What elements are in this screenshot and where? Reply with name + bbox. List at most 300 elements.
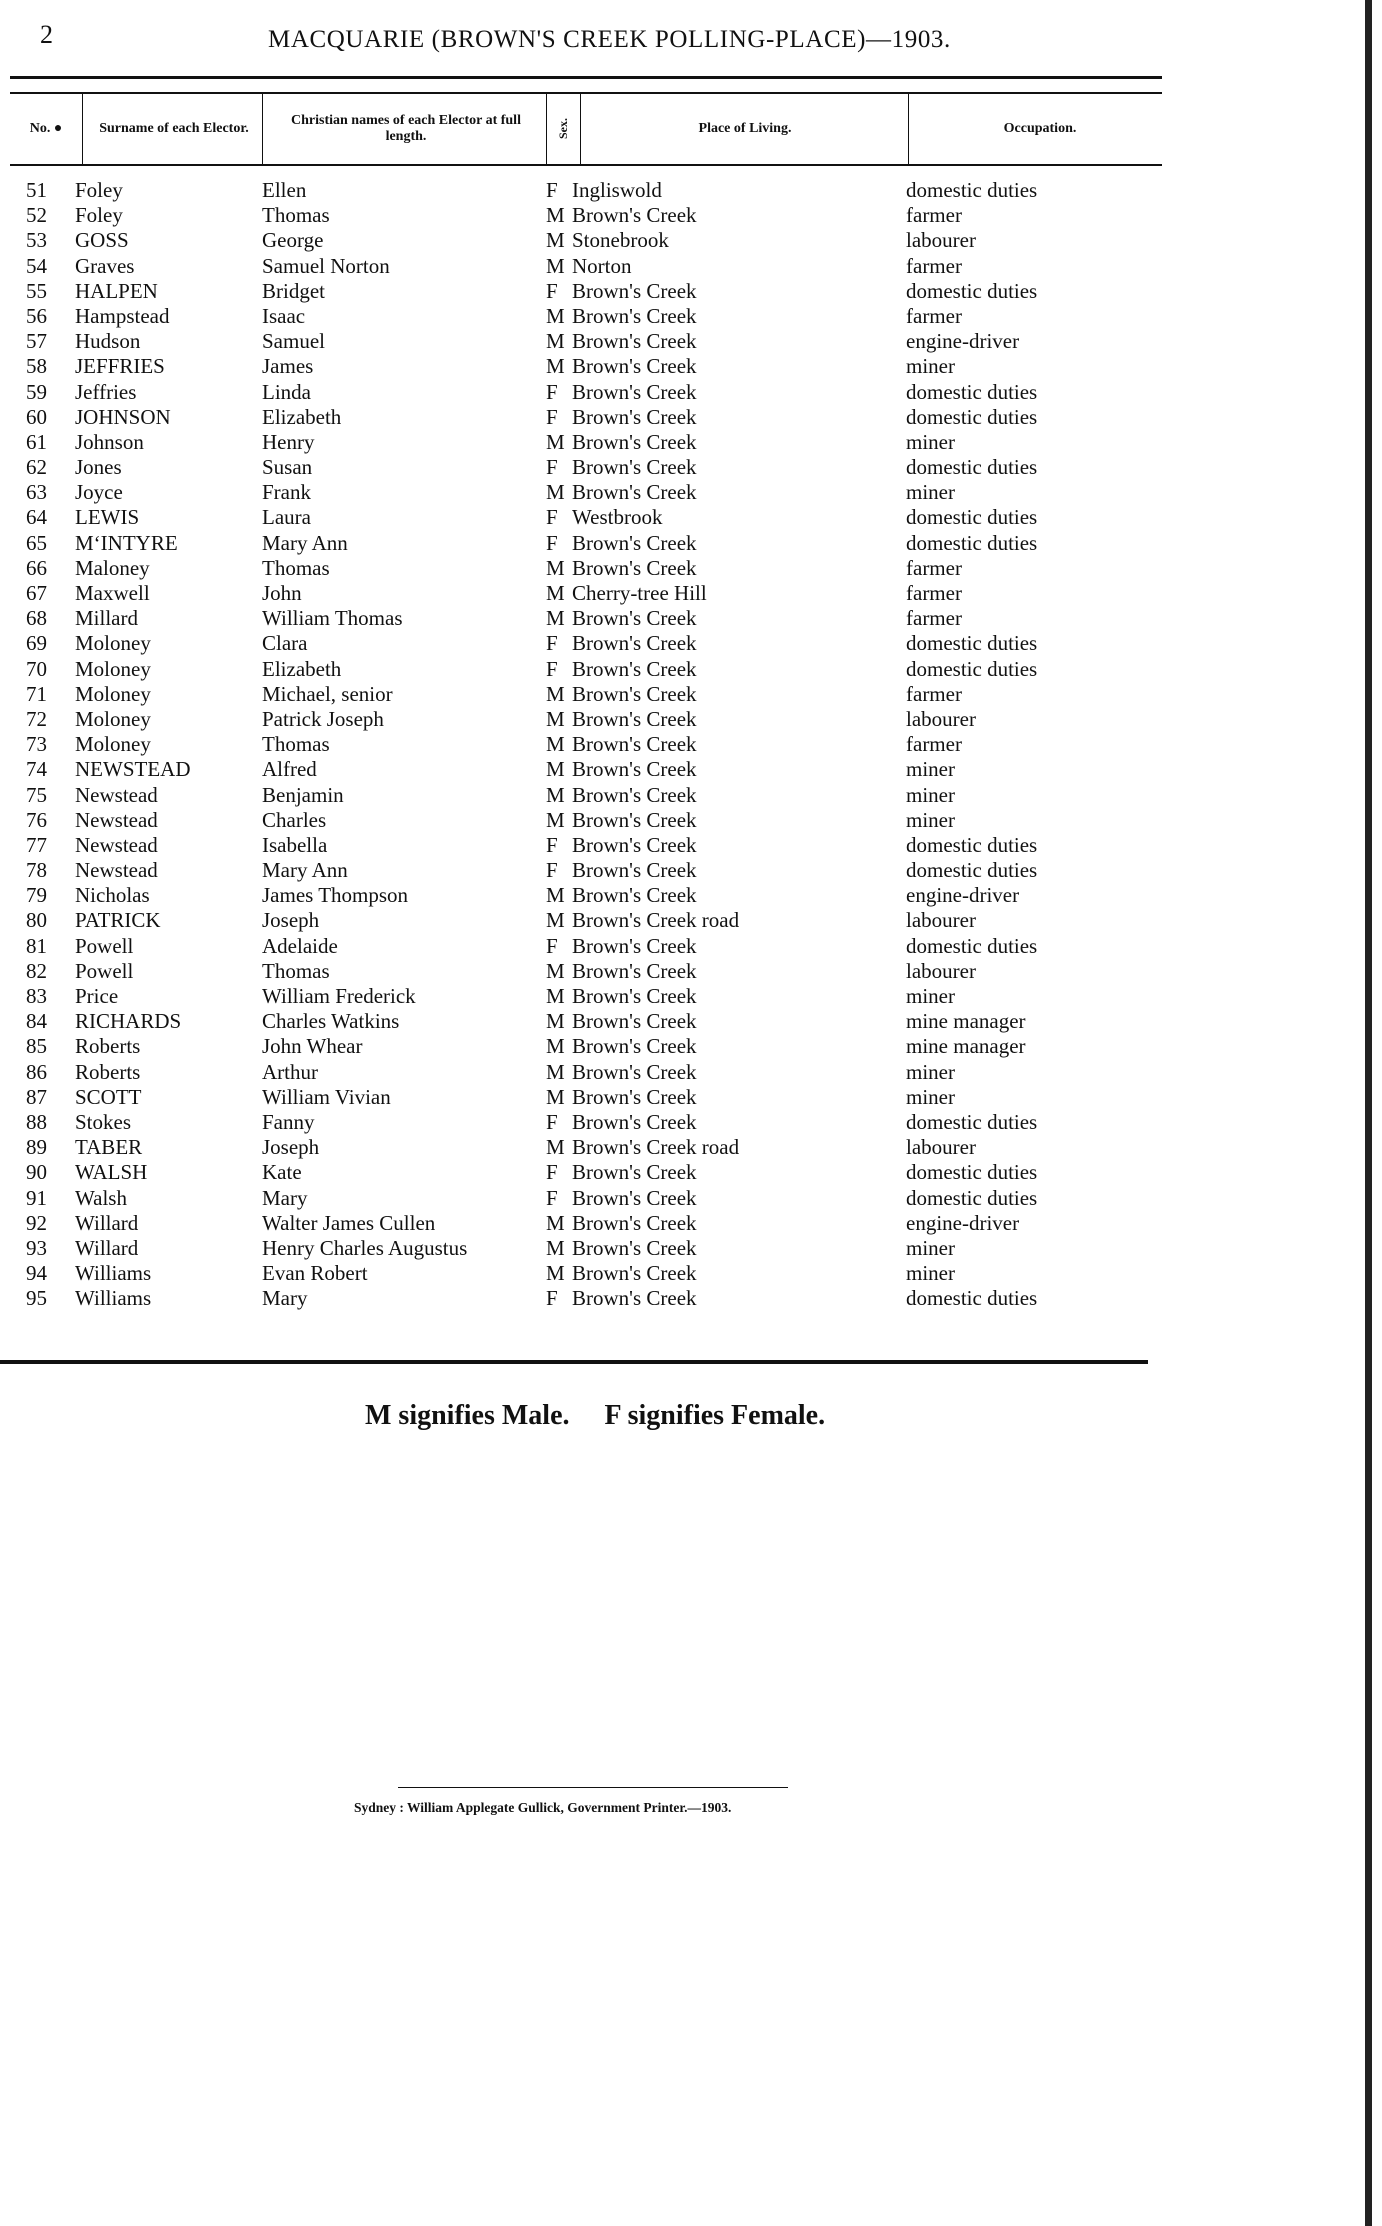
table-row	[0, 1236, 1382, 1261]
elector-occupation: farmer	[906, 581, 962, 605]
elector-surname: Newstead	[75, 832, 158, 857]
elector-sex: M	[546, 1235, 565, 1260]
elector-place-of-living: Brown's Creek	[572, 303, 697, 328]
elector-occupation: labourer	[906, 706, 976, 731]
electors-list	[0, 178, 1382, 1311]
elector-christian-names: Ellen	[262, 178, 307, 202]
elector-occupation: farmer	[906, 681, 962, 706]
column-divider	[82, 94, 83, 164]
elector-place-of-living: Westbrook	[572, 505, 663, 530]
elector-occupation: engine-driver	[906, 329, 1020, 354]
elector-sex: F	[546, 455, 558, 480]
elector-number: 81	[26, 933, 47, 958]
elector-sex: M	[546, 1009, 565, 1034]
elector-christian-names: Mary	[262, 1286, 308, 1311]
elector-place-of-living: Brown's Creek	[572, 883, 697, 908]
table-row	[0, 732, 1382, 757]
elector-surname: TABER	[75, 1135, 143, 1160]
elector-occupation: miner	[906, 807, 955, 832]
column-header-place: Place of Living.	[698, 121, 792, 136]
elector-occupation: domestic duties	[906, 404, 1038, 429]
elector-christian-names: Joseph	[262, 1135, 320, 1160]
elector-occupation: miner	[906, 429, 955, 454]
table-row	[0, 430, 1382, 455]
elector-place-of-living: Brown's Creek	[572, 757, 697, 782]
elector-sex: M	[546, 732, 565, 757]
elector-occupation: miner	[906, 984, 955, 1008]
elector-sex: M	[546, 681, 565, 706]
elector-number: 92	[26, 1210, 47, 1235]
elector-place-of-living: Brown's Creek	[572, 1160, 697, 1185]
table-row	[0, 631, 1382, 656]
header-rule-top-thin	[10, 92, 1162, 94]
page-title: MACQUARIE (BROWN'S CREEK POLLING-PLACE)—1903.	[268, 26, 951, 53]
elector-surname: Foley	[75, 203, 123, 228]
elector-christian-names: Patrick Joseph	[262, 706, 384, 731]
elector-number: 76	[26, 807, 47, 832]
table-row	[0, 1160, 1382, 1185]
elector-place-of-living: Brown's Creek	[572, 203, 697, 228]
scan-edge	[1365, 0, 1372, 2226]
table-row	[0, 354, 1382, 379]
elector-christian-names: John	[262, 581, 302, 605]
table-row	[0, 405, 1382, 430]
elector-number: 52	[26, 203, 47, 228]
elector-surname: Moloney	[75, 706, 151, 731]
elector-christian-names: James Thompson	[262, 883, 409, 908]
elector-occupation: domestic duties	[906, 933, 1038, 958]
elector-sex: M	[546, 253, 565, 278]
elector-surname: Foley	[75, 178, 123, 202]
table-row	[0, 556, 1382, 581]
elector-surname: Hampstead	[75, 303, 170, 328]
elector-occupation: farmer	[906, 203, 962, 228]
elector-place-of-living: Brown's Creek	[572, 656, 697, 681]
elector-occupation: domestic duties	[906, 379, 1038, 404]
table-row	[0, 833, 1382, 858]
column-header-no: No. ●	[29, 121, 63, 136]
elector-number: 69	[26, 631, 47, 656]
elector-sex: M	[546, 984, 565, 1008]
elector-sex: M	[546, 429, 565, 454]
elector-place-of-living: Brown's Creek	[572, 480, 697, 505]
table-row	[0, 783, 1382, 808]
elector-place-of-living: Brown's Creek	[572, 354, 697, 379]
elector-place-of-living: Brown's Creek	[572, 807, 697, 832]
elector-sex: M	[546, 303, 565, 328]
elector-occupation: labourer	[906, 958, 976, 983]
column-header-surname: Surname of each Elector.	[99, 121, 249, 136]
elector-sex: M	[546, 203, 565, 228]
elector-christian-names: Benjamin	[262, 782, 344, 807]
elector-number: 82	[26, 958, 47, 983]
elector-sex: F	[546, 505, 558, 530]
elector-occupation: domestic duties	[906, 656, 1038, 681]
elector-occupation: farmer	[906, 732, 962, 757]
elector-christian-names: Evan Robert	[262, 1261, 368, 1286]
elector-place-of-living: Brown's Creek	[572, 732, 697, 757]
elector-number: 54	[26, 253, 47, 278]
elector-place-of-living: Brown's Creek	[572, 933, 697, 958]
elector-occupation: domestic duties	[906, 858, 1038, 883]
elector-occupation: miner	[906, 354, 955, 379]
elector-number: 68	[26, 606, 47, 631]
elector-place-of-living: Brown's Creek	[572, 832, 697, 857]
elector-surname: Newstead	[75, 807, 158, 832]
elector-occupation: engine-driver	[906, 883, 1020, 908]
table-row	[0, 1085, 1382, 1110]
elector-number: 72	[26, 706, 47, 731]
elector-occupation: miner	[906, 1059, 955, 1084]
elector-place-of-living: Brown's Creek	[572, 958, 697, 983]
elector-christian-names: George	[262, 228, 324, 253]
column-divider	[908, 94, 909, 164]
elector-sex: F	[546, 832, 558, 857]
table-row	[0, 228, 1382, 253]
table-row	[0, 934, 1382, 959]
elector-sex: F	[546, 404, 558, 429]
elector-surname: Powell	[75, 933, 134, 958]
elector-christian-names: Arthur	[262, 1059, 318, 1084]
elector-occupation: labourer	[906, 908, 976, 933]
elector-number: 87	[26, 1084, 47, 1109]
elector-surname: Moloney	[75, 631, 151, 656]
elector-place-of-living: Brown's Creek	[572, 631, 697, 656]
elector-occupation: miner	[906, 480, 955, 505]
elector-occupation: engine-driver	[906, 1210, 1020, 1235]
elector-surname: GOSS	[75, 228, 129, 253]
elector-number: 58	[26, 354, 47, 379]
elector-christian-names: Mary	[262, 1185, 308, 1210]
elector-occupation: farmer	[906, 303, 962, 328]
elector-sex: F	[546, 933, 558, 958]
elector-surname: Moloney	[75, 656, 151, 681]
elector-surname: Johnson	[75, 429, 144, 454]
table-row	[0, 1060, 1382, 1085]
column-header-christian: Christian names of each Elector at full length.	[291, 113, 521, 144]
table-row	[0, 279, 1382, 304]
column-divider	[262, 94, 263, 164]
elector-occupation: mine manager	[906, 1009, 1026, 1034]
elector-number: 53	[26, 228, 47, 253]
elector-number: 55	[26, 278, 47, 303]
table-row	[0, 1110, 1382, 1135]
elector-number: 77	[26, 832, 47, 857]
elector-sex: M	[546, 581, 565, 605]
elector-sex: F	[546, 178, 558, 202]
elector-surname: Roberts	[75, 1034, 141, 1059]
table-row	[0, 581, 1382, 606]
elector-number: 70	[26, 656, 47, 681]
elector-christian-names: Frank	[262, 480, 311, 505]
elector-surname: Willard	[75, 1235, 139, 1260]
elector-occupation: domestic duties	[906, 505, 1038, 530]
elector-christian-names: Alfred	[262, 757, 317, 782]
elector-occupation: domestic duties	[906, 832, 1038, 857]
elector-christian-names: Henry	[262, 429, 315, 454]
elector-christian-names: William Frederick	[262, 984, 416, 1008]
elector-sex: F	[546, 278, 558, 303]
elector-place-of-living: Brown's Creek	[572, 858, 697, 883]
elector-place-of-living: Brown's Creek	[572, 782, 697, 807]
elector-occupation: domestic duties	[906, 1286, 1038, 1311]
elector-surname: NEWSTEAD	[75, 757, 191, 782]
table-row	[0, 203, 1382, 228]
elector-sex: M	[546, 329, 565, 354]
elector-christian-names: Mary Ann	[262, 858, 348, 883]
elector-place-of-living: Stonebrook	[572, 228, 669, 253]
table-row	[0, 531, 1382, 556]
elector-place-of-living: Brown's Creek	[572, 555, 697, 580]
elector-sex: F	[546, 858, 558, 883]
elector-christian-names: Charles Watkins	[262, 1009, 400, 1034]
elector-christian-names: Henry Charles Augustus	[262, 1235, 468, 1260]
elector-sex: F	[546, 631, 558, 656]
table-row	[0, 455, 1382, 480]
elector-christian-names: Samuel	[262, 329, 325, 354]
elector-surname: PATRICK	[75, 908, 161, 933]
elector-sex: M	[546, 706, 565, 731]
elector-occupation: domestic duties	[906, 1160, 1038, 1185]
elector-number: 62	[26, 455, 47, 480]
elector-number: 86	[26, 1059, 47, 1084]
elector-number: 73	[26, 732, 47, 757]
elector-occupation: domestic duties	[906, 278, 1038, 303]
elector-christian-names: Kate	[262, 1160, 302, 1185]
legend-female: F signifies Female.	[604, 1400, 826, 1431]
elector-surname: Moloney	[75, 681, 151, 706]
table-row	[0, 707, 1382, 732]
elector-number: 56	[26, 303, 47, 328]
elector-place-of-living: Brown's Creek	[572, 530, 697, 555]
elector-place-of-living: Ingliswold	[572, 178, 662, 202]
elector-christian-names: Thomas	[262, 203, 330, 228]
column-divider	[580, 94, 581, 164]
elector-number: 74	[26, 757, 47, 782]
column-header-sex: Sex.	[556, 118, 570, 140]
elector-number: 90	[26, 1160, 47, 1185]
table-row	[0, 984, 1382, 1009]
elector-surname: SCOTT	[75, 1084, 142, 1109]
column-header-occupation: Occupation.	[1003, 121, 1077, 136]
elector-number: 80	[26, 908, 47, 933]
elector-number: 93	[26, 1235, 47, 1260]
elector-sex: M	[546, 480, 565, 505]
elector-place-of-living: Norton	[572, 253, 632, 278]
table-row	[0, 1009, 1382, 1034]
table-row	[0, 380, 1382, 405]
elector-sex: F	[546, 656, 558, 681]
elector-place-of-living: Brown's Creek	[572, 1210, 697, 1235]
elector-christian-names: Walter James Cullen	[262, 1210, 436, 1235]
elector-surname: Williams	[75, 1286, 152, 1311]
elector-sex: M	[546, 782, 565, 807]
elector-surname: RICHARDS	[75, 1009, 182, 1034]
elector-surname: Joyce	[75, 480, 123, 505]
elector-number: 59	[26, 379, 47, 404]
elector-place-of-living: Brown's Creek	[572, 379, 697, 404]
elector-occupation: domestic duties	[906, 1185, 1038, 1210]
elector-christian-names: James	[262, 354, 314, 379]
elector-number: 75	[26, 782, 47, 807]
printer-imprint: Sydney : William Applegate Gullick, Government Printer.—1903.	[354, 1800, 732, 1815]
elector-place-of-living: Brown's Creek	[572, 1261, 697, 1286]
elector-sex: M	[546, 807, 565, 832]
table-row	[0, 178, 1382, 203]
elector-number: 94	[26, 1261, 47, 1286]
table-row	[0, 883, 1382, 908]
elector-place-of-living: Brown's Creek	[572, 455, 697, 480]
elector-sex: M	[546, 555, 565, 580]
elector-sex: M	[546, 883, 565, 908]
elector-occupation: farmer	[906, 555, 962, 580]
elector-occupation: mine manager	[906, 1034, 1026, 1059]
elector-number: 61	[26, 429, 47, 454]
elector-number: 64	[26, 505, 47, 530]
elector-occupation: farmer	[906, 606, 962, 631]
elector-christian-names: John Whear	[262, 1034, 363, 1059]
elector-sex: M	[546, 606, 565, 631]
elector-number: 66	[26, 555, 47, 580]
elector-place-of-living: Brown's Creek	[572, 1235, 697, 1260]
elector-surname: M‘INTYRE	[75, 530, 178, 555]
page-number: 2	[40, 20, 53, 49]
elector-place-of-living: Brown's Creek	[572, 1185, 697, 1210]
table-row	[0, 329, 1382, 354]
table-row	[0, 254, 1382, 279]
table-row	[0, 682, 1382, 707]
imprint-rule	[398, 1787, 788, 1788]
elector-occupation: domestic duties	[906, 530, 1038, 555]
elector-christian-names: Isaac	[262, 303, 306, 328]
table-row	[0, 657, 1382, 682]
elector-place-of-living: Brown's Creek	[572, 606, 697, 631]
elector-number: 63	[26, 480, 47, 505]
elector-surname: Willard	[75, 1210, 139, 1235]
elector-sex: F	[546, 1286, 558, 1311]
elector-christian-names: Elizabeth	[262, 656, 342, 681]
elector-christian-names: Mary Ann	[262, 530, 348, 555]
elector-sex: F	[546, 379, 558, 404]
elector-place-of-living: Brown's Creek	[572, 278, 697, 303]
elector-place-of-living: Brown's Creek	[572, 681, 697, 706]
elector-number: 85	[26, 1034, 47, 1059]
table-row	[0, 1286, 1382, 1311]
table-row	[0, 1034, 1382, 1059]
table-row	[0, 1261, 1382, 1286]
elector-place-of-living: Brown's Creek	[572, 1059, 697, 1084]
elector-place-of-living: Brown's Creek	[572, 1009, 697, 1034]
elector-number: 89	[26, 1135, 47, 1160]
elector-occupation: miner	[906, 1235, 955, 1260]
elector-surname: Williams	[75, 1261, 152, 1286]
elector-occupation: miner	[906, 757, 955, 782]
elector-surname: Powell	[75, 958, 134, 983]
elector-place-of-living: Brown's Creek	[572, 984, 697, 1008]
elector-surname: Maxwell	[75, 581, 150, 605]
elector-christian-names: Thomas	[262, 732, 330, 757]
elector-sex: F	[546, 1109, 558, 1134]
elector-sex: F	[546, 530, 558, 555]
table-row	[0, 1135, 1382, 1160]
elector-sex: M	[546, 1059, 565, 1084]
elector-surname: Jeffries	[75, 379, 137, 404]
elector-surname: Price	[75, 984, 119, 1008]
table-row	[0, 606, 1382, 631]
elector-sex: M	[546, 1034, 565, 1059]
elector-occupation: labourer	[906, 228, 976, 253]
elector-sex: M	[546, 1135, 565, 1160]
elector-christian-names: Fanny	[262, 1109, 315, 1134]
elector-surname: WALSH	[75, 1160, 148, 1185]
elector-christian-names: Joseph	[262, 908, 320, 933]
elector-surname: HALPEN	[75, 278, 158, 303]
elector-christian-names: Clara	[262, 631, 308, 656]
elector-place-of-living: Brown's Creek road	[572, 1135, 740, 1160]
elector-occupation: miner	[906, 1084, 955, 1109]
elector-place-of-living: Brown's Creek	[572, 329, 697, 354]
elector-surname: Maloney	[75, 555, 150, 580]
elector-number: 91	[26, 1185, 47, 1210]
elector-number: 79	[26, 883, 47, 908]
elector-occupation: domestic duties	[906, 631, 1038, 656]
elector-surname: Millard	[75, 606, 138, 631]
table-row	[0, 1211, 1382, 1236]
elector-place-of-living: Brown's Creek	[572, 1286, 697, 1311]
elector-sex: M	[546, 228, 565, 253]
elector-number: 83	[26, 984, 47, 1008]
elector-christian-names: Charles	[262, 807, 327, 832]
elector-place-of-living: Brown's Creek	[572, 1034, 697, 1059]
elector-place-of-living: Brown's Creek	[572, 706, 697, 731]
elector-christian-names: Thomas	[262, 958, 330, 983]
elector-number: 78	[26, 858, 47, 883]
elector-christian-names: Laura	[262, 505, 311, 530]
elector-number: 57	[26, 329, 47, 354]
table-row	[0, 1186, 1382, 1211]
elector-occupation: miner	[906, 1261, 955, 1286]
elector-occupation: domestic duties	[906, 455, 1038, 480]
elector-number: 65	[26, 530, 47, 555]
elector-number: 95	[26, 1286, 47, 1311]
elector-sex: M	[546, 908, 565, 933]
elector-occupation: miner	[906, 782, 955, 807]
elector-christian-names: Michael, senior	[262, 681, 393, 706]
elector-number: 51	[26, 178, 47, 202]
table-rule-bottom	[0, 1360, 1148, 1364]
elector-number: 67	[26, 581, 47, 605]
elector-place-of-living: Brown's Creek	[572, 1084, 697, 1109]
header-rule-top	[10, 76, 1162, 79]
table-row	[0, 757, 1382, 782]
header-rule-bottom	[10, 164, 1162, 166]
elector-christian-names: Linda	[262, 379, 311, 404]
elector-number: 71	[26, 681, 47, 706]
elector-place-of-living: Brown's Creek road	[572, 908, 740, 933]
elector-christian-names: Thomas	[262, 555, 330, 580]
elector-sex: M	[546, 1084, 565, 1109]
elector-place-of-living: Brown's Creek	[572, 429, 697, 454]
elector-surname: Jones	[75, 455, 122, 480]
elector-surname: Moloney	[75, 732, 151, 757]
elector-surname: Stokes	[75, 1109, 132, 1134]
elector-christian-names: William Vivian	[262, 1084, 391, 1109]
elector-place-of-living: Cherry-tree Hill	[572, 581, 707, 605]
elector-christian-names: Adelaide	[262, 933, 338, 958]
elector-sex: F	[546, 1160, 558, 1185]
elector-occupation: labourer	[906, 1135, 976, 1160]
elector-place-of-living: Brown's Creek	[572, 1109, 697, 1134]
